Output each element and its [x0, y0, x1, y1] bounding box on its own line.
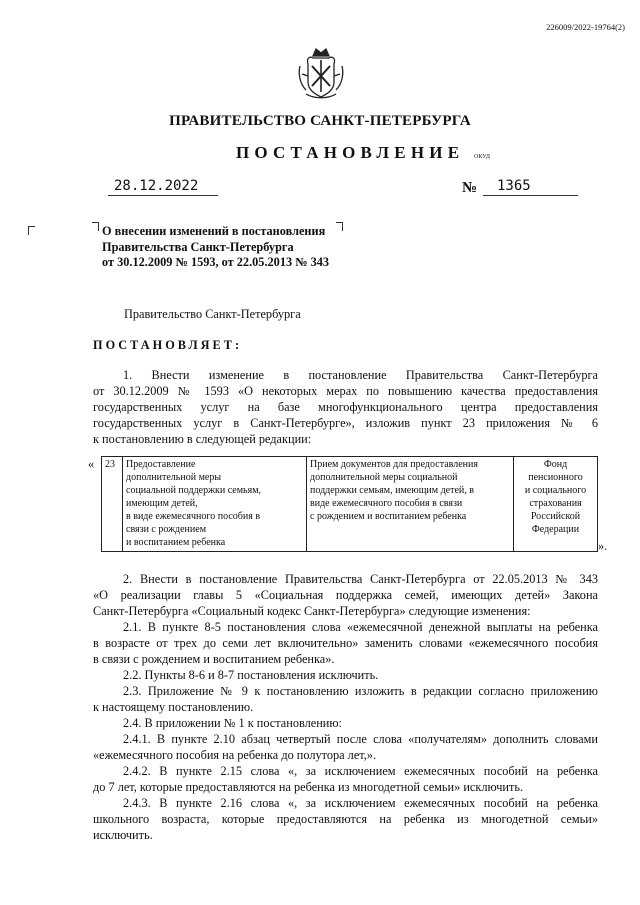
document-date: 28.12.2022 [114, 178, 199, 194]
cell-line: страхования [529, 498, 582, 509]
cell-line: связи с рождением [126, 524, 207, 535]
table-cell-fund [514, 457, 598, 552]
cell-line: дополнительной меры [126, 472, 222, 483]
paragraph-line: до 7 лет, которые предоставляются на ребенка из многодетной семьи» исключить. [93, 780, 524, 794]
document-number: 226009/2022-19764(2) [546, 22, 625, 32]
subject-line: Правительства Санкт-Петербурга [102, 239, 294, 254]
table-cell-number: 23 [102, 457, 123, 552]
table-cell-service [123, 457, 307, 552]
government-title: ПРАВИТЕЛЬСТВО САНКТ-ПЕТЕРБУРГА [169, 113, 471, 129]
cell-line: поддержки семьям, имеющим детей, в [310, 485, 474, 496]
paragraph-2-4-1 [93, 731, 598, 763]
paragraph-line: 2.3. Приложение № 9 к постановлению изложить в редакции согласно приложению [123, 684, 598, 698]
number-sign: № [462, 180, 478, 196]
paragraph-2-1 [93, 619, 598, 667]
cell-line: и воспитанием ребенка [126, 537, 226, 548]
subject-line: О внесении изменений в постановления [102, 224, 326, 238]
paragraph-2-4-3 [93, 795, 598, 843]
paragraph-line: 2.2. Пункты 8-6 и 8-7 постановления исключить. [123, 668, 379, 682]
paragraph-2 [93, 571, 598, 619]
table-close-quote: ». [598, 539, 608, 553]
paragraph-line: «О реализации главы 5 «Социальная поддержка семей, имеющих детей» Закона [93, 588, 598, 602]
cell-line: с рождением и воспитанием ребенка [310, 511, 467, 522]
document-type-title: ПОСТАНОВЛЕНИЕ [236, 143, 465, 162]
cell-line: и социального [524, 485, 587, 496]
cell-line: пенсионного [528, 472, 583, 483]
paragraph-1 [93, 367, 598, 447]
paragraph-line: 2.4. В приложении № 1 к постановлению: [123, 716, 342, 730]
paragraph-line: в связи с рождением и воспитанием ребенка». [93, 652, 335, 666]
cell-line: в виде ежемесячного пособия в [126, 511, 261, 522]
paragraph-line: 2. Внести в постановление Правительства Санкт-Петербурга от 22.05.2013 № 343 [123, 572, 598, 586]
number-underline [483, 195, 578, 196]
cell-line: Федерации [531, 524, 580, 535]
document-number-value: 1365 [497, 178, 531, 194]
cell-line: Фонд [543, 459, 568, 470]
paragraph-line: государственных услуг в Санкт-Петербурге», изложив пункт 23 приложения № 6 [93, 416, 598, 430]
okud-label: ОКУД [474, 154, 490, 160]
subject-corner-mark-left [28, 226, 35, 235]
paragraph-line: школьного возраста, которые предоставляются на ребенка из многодетной семьи» [93, 812, 598, 826]
paragraph-line: исключить. [93, 828, 153, 842]
paragraph-line: в возрасте от трех до семи лет включительно» заменить словами «ежемесячного пособия [93, 636, 598, 650]
cell-line: Российской [530, 511, 581, 522]
coat-of-arms-emblem [296, 44, 346, 100]
paragraph-2-3 [93, 683, 598, 715]
cell-line: виде ежемесячного пособия в связи [310, 498, 463, 509]
cell-line: имеющим детей, [126, 498, 198, 509]
table-cell-procedure [307, 457, 514, 552]
paragraph-2-2 [93, 667, 598, 683]
date-underline [108, 195, 218, 196]
paragraph-line: «ежемесячного пособия на ребенка до полутора лет,». [93, 748, 377, 762]
amendment-table [101, 456, 598, 552]
paragraph-line: к постановлению в следующей редакции: [93, 432, 312, 446]
paragraph-line: Санкт-Петербурга «Социальный кодекс Санкт-Петербурга» следующие изменения: [93, 604, 531, 618]
paragraph-line: к настоящему постановлению. [93, 700, 254, 714]
cell-line: социальной поддержки семьям, [126, 485, 262, 496]
cell-line: дополнительной меры социальной [310, 472, 458, 483]
paragraph-line: 2.4.1. В пункте 2.10 абзац четвертый после слова «получателям» дополнить словами [123, 732, 598, 746]
table-row [102, 457, 598, 552]
paragraph-line: 2.1. В пункте 8-5 постановления слова «ежемесячной денежной выплаты на ребенка [123, 620, 598, 634]
paragraph-line: от 30.12.2009 № 1593 «О некоторых мерах по повышению качества предоставления [93, 384, 598, 398]
cell-line: Прием документов для предоставления [310, 459, 478, 470]
document-subject [102, 224, 362, 271]
issuing-authority: Правительство Санкт-Петербурга [124, 307, 301, 321]
cell-line: Предоставление [126, 459, 196, 470]
paragraph-line: 1. Внести изменение в постановление Правительства Санкт-Петербурга [123, 368, 598, 382]
paragraph-line: 2.4.3. В пункте 2.16 слова «, за исключением ежемесячных пособий на ребенка [123, 796, 598, 810]
subject-line: от 30.12.2009 № 1593, от 22.05.2013 № 343 [102, 255, 330, 269]
paragraph-line: государственных услуг на базе многофункционального центра предоставления [93, 400, 598, 414]
paragraph-line: 2.4.2. В пункте 2.15 слова «, за исключением ежемесячных пособий на ребенка [123, 764, 598, 778]
subject-corner-mark-mid [92, 222, 99, 231]
resolves-heading: ПОСТАНОВЛЯЕТ: [93, 338, 243, 352]
paragraph-2-4-2 [93, 763, 598, 795]
table-open-quote: « [88, 457, 95, 471]
paragraph-2-4 [93, 715, 598, 731]
